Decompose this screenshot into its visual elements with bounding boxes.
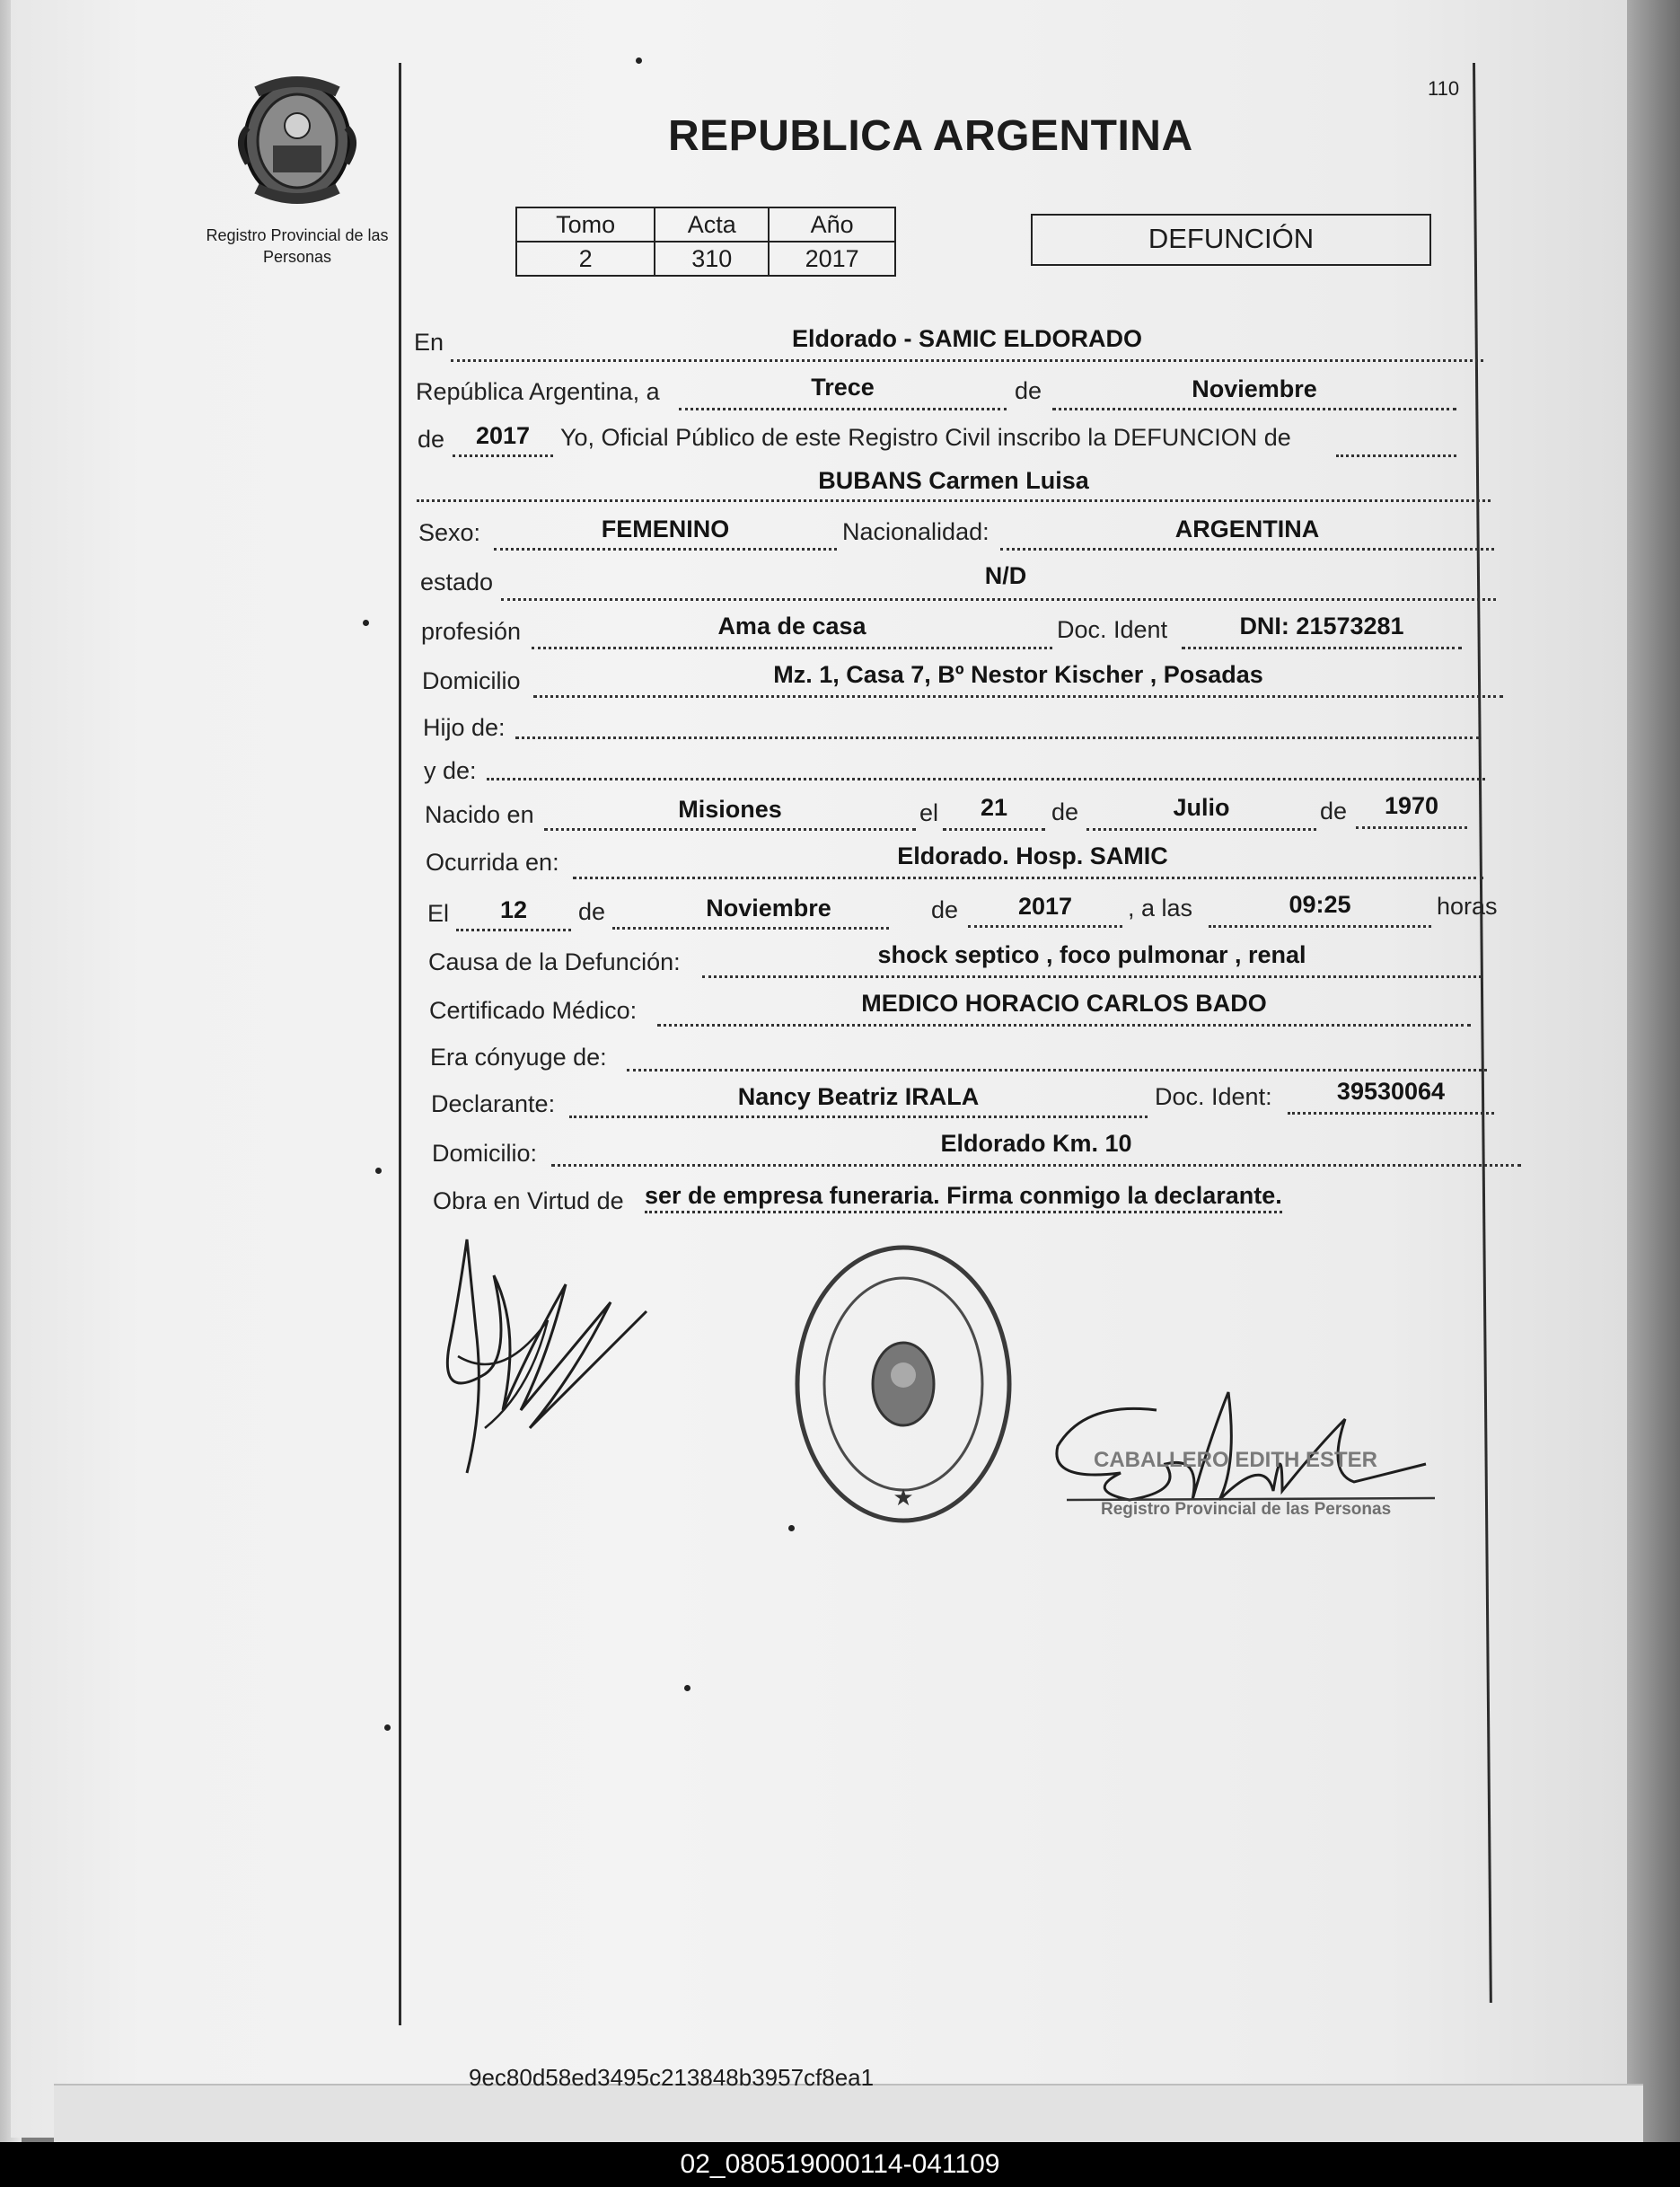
profesion-value: Ama de casa — [717, 613, 866, 639]
under-sheet — [54, 2084, 1643, 2148]
de-label-3: de — [1051, 798, 1079, 825]
svg-text:★: ★ — [893, 1485, 914, 1512]
register-table-header-row — [516, 207, 895, 242]
estado-value: N/D — [984, 562, 1027, 589]
nacionalidad-value: ARGENTINA — [1174, 516, 1320, 542]
certificado-label: Certificado Médico: — [429, 997, 638, 1024]
obra-value: ser de empresa funeraria. Firma conmigo la declarante. — [645, 1182, 1282, 1213]
nacido-anio-line — [1356, 826, 1467, 829]
el-label: el — [919, 799, 939, 826]
de-label-1: de — [1015, 377, 1042, 404]
estado-line — [501, 598, 1496, 601]
nacionalidad-line — [1000, 548, 1494, 551]
yo-text: Yo, Oficial Público de este Registro Civil inscribo la DEFUNCION de — [560, 424, 1291, 451]
nacionalidad-label: Nacionalidad: — [842, 518, 990, 545]
domicilio2-label: Domicilio: — [432, 1140, 538, 1167]
certificado-line — [657, 1024, 1471, 1027]
register-header-tomo: Tomo — [516, 207, 655, 242]
certificado-value: MEDICO HORACIO CARLOS BADO — [861, 990, 1267, 1017]
registry-stamp — [790, 1236, 1016, 1532]
hijo-label: Hijo de: — [423, 714, 506, 741]
sexo-value: FEMENINO — [601, 516, 730, 542]
declarante-doc-line — [1288, 1112, 1494, 1115]
profesion-line — [532, 647, 1052, 649]
sexo-label: Sexo: — [418, 519, 481, 546]
declarante-label: Declarante: — [431, 1090, 556, 1117]
declarante-line — [569, 1116, 1148, 1118]
nacido-mes-value: Julio — [1173, 794, 1230, 821]
horas-label: horas — [1437, 893, 1498, 920]
muerte-mes-line — [612, 927, 889, 930]
hijo-line — [515, 736, 1480, 739]
declarante-value: Nancy Beatriz IRALA — [737, 1083, 980, 1110]
speck — [363, 620, 369, 626]
estado-label: estado — [420, 569, 494, 595]
ocurrida-label: Ocurrida en: — [426, 849, 559, 876]
official-stamp-name: CABALLERO EDITH ESTER — [1094, 1448, 1378, 1472]
page-number: 110 — [1428, 77, 1460, 100]
declarante-doc-value: 39530064 — [1336, 1078, 1446, 1105]
nacido-label: Nacido en — [425, 801, 534, 828]
alas-label: , a las — [1128, 895, 1193, 922]
domicilio-line — [533, 695, 1503, 698]
de-label-6: de — [931, 896, 959, 923]
register-header-anio: Año — [769, 207, 895, 242]
month-line — [1052, 408, 1456, 410]
causa-label: Causa de la Defunción: — [428, 948, 681, 975]
seal-icon — [230, 74, 365, 208]
doc-ident-label: Doc. Ident: — [1155, 1083, 1272, 1110]
name-line — [417, 499, 1491, 502]
de-label-4: de — [1320, 798, 1348, 825]
day-words-value: Trece — [811, 374, 875, 401]
register-table — [515, 207, 896, 277]
ocurrida-line — [573, 877, 1483, 879]
year-line — [453, 454, 553, 457]
speck — [684, 1685, 690, 1691]
month-value: Noviembre — [1192, 375, 1317, 402]
register-value-tomo: 2 — [516, 242, 655, 276]
nacido-dia-line — [943, 828, 1045, 831]
place-value: Eldorado - SAMIC ELDORADO — [792, 325, 1142, 352]
misiones-seal-logo — [230, 74, 365, 208]
El-label: El — [427, 900, 450, 927]
en-label: En — [414, 329, 444, 356]
nacido-mes-line — [1086, 828, 1316, 831]
profesion-label: profesión — [421, 618, 522, 645]
nacido-lugar-value: Misiones — [678, 796, 782, 823]
record-type-box: DEFUNCIÓN — [1031, 214, 1431, 266]
obra-label: Obra en Virtud de — [433, 1187, 624, 1214]
register-header-acta: Acta — [655, 207, 769, 242]
yde-line — [487, 778, 1485, 780]
speck — [375, 1168, 382, 1174]
nacido-dia-value: 21 — [980, 794, 1008, 821]
register-table-value-row — [516, 242, 895, 276]
de-label-5: de — [578, 898, 606, 925]
yo-tail-line — [1336, 454, 1456, 457]
sexo-line — [494, 548, 837, 551]
declarant-signature — [431, 1221, 664, 1491]
domicilio-value: Mz. 1, Casa 7, Bº Nestor Kischer , Posadas — [773, 661, 1263, 688]
muerte-anio-line — [968, 925, 1122, 928]
speck — [636, 57, 642, 64]
causa-value: shock septico , foco pulmonar , renal — [877, 941, 1306, 968]
nacido-anio-value: 1970 — [1384, 792, 1439, 819]
register-value-anio: 2017 — [769, 242, 895, 276]
speck — [384, 1724, 391, 1731]
de-label-2: de — [418, 426, 445, 453]
yde-label: y de: — [424, 757, 477, 784]
muerte-mes-value: Noviembre — [706, 895, 831, 922]
muerte-dia-line — [456, 929, 571, 931]
speck — [788, 1525, 795, 1531]
domicilio2-value: Eldorado Km. 10 — [940, 1130, 1132, 1157]
conyuge-line — [627, 1069, 1487, 1071]
doc-line — [1182, 647, 1462, 649]
muerte-anio-value: 2017 — [1017, 893, 1073, 920]
official-stamp-office: Registro Provincial de las Personas — [1101, 1500, 1392, 1519]
causa-line — [702, 975, 1482, 978]
doc-label: Doc. Ident — [1057, 616, 1168, 643]
conyuge-label: Era cónyuge de: — [430, 1044, 607, 1071]
left-margin-rule — [399, 63, 401, 2025]
deceased-name-value: BUBANS Carmen Luisa — [818, 467, 1089, 494]
republica-label: República Argentina, a — [416, 378, 660, 405]
ocurrida-value: Eldorado. Hosp. SAMIC — [897, 842, 1168, 869]
muerte-dia-value: 12 — [499, 896, 528, 923]
hora-value: 09:25 — [1289, 891, 1351, 918]
register-value-acta: 310 — [655, 242, 769, 276]
registry-caption: Registro Provincial de las Personas — [206, 226, 389, 266]
nacido-lugar-line — [544, 828, 916, 831]
hora-line — [1209, 925, 1431, 928]
document-hash: 9ec80d58ed3495c213848b3957cf8ea1 — [469, 2064, 875, 2091]
domicilio2-line — [551, 1164, 1521, 1167]
country-title: REPUBLICA ARGENTINA — [668, 112, 1193, 160]
domicilio-label: Domicilio — [422, 667, 521, 694]
place-line — [451, 359, 1483, 362]
year-value: 2017 — [475, 422, 531, 449]
day-line — [679, 408, 1007, 410]
scan-id-bar: 02_080519000114-041109 — [0, 2142, 1680, 2187]
doc-value: DNI: 21573281 — [1239, 613, 1404, 639]
